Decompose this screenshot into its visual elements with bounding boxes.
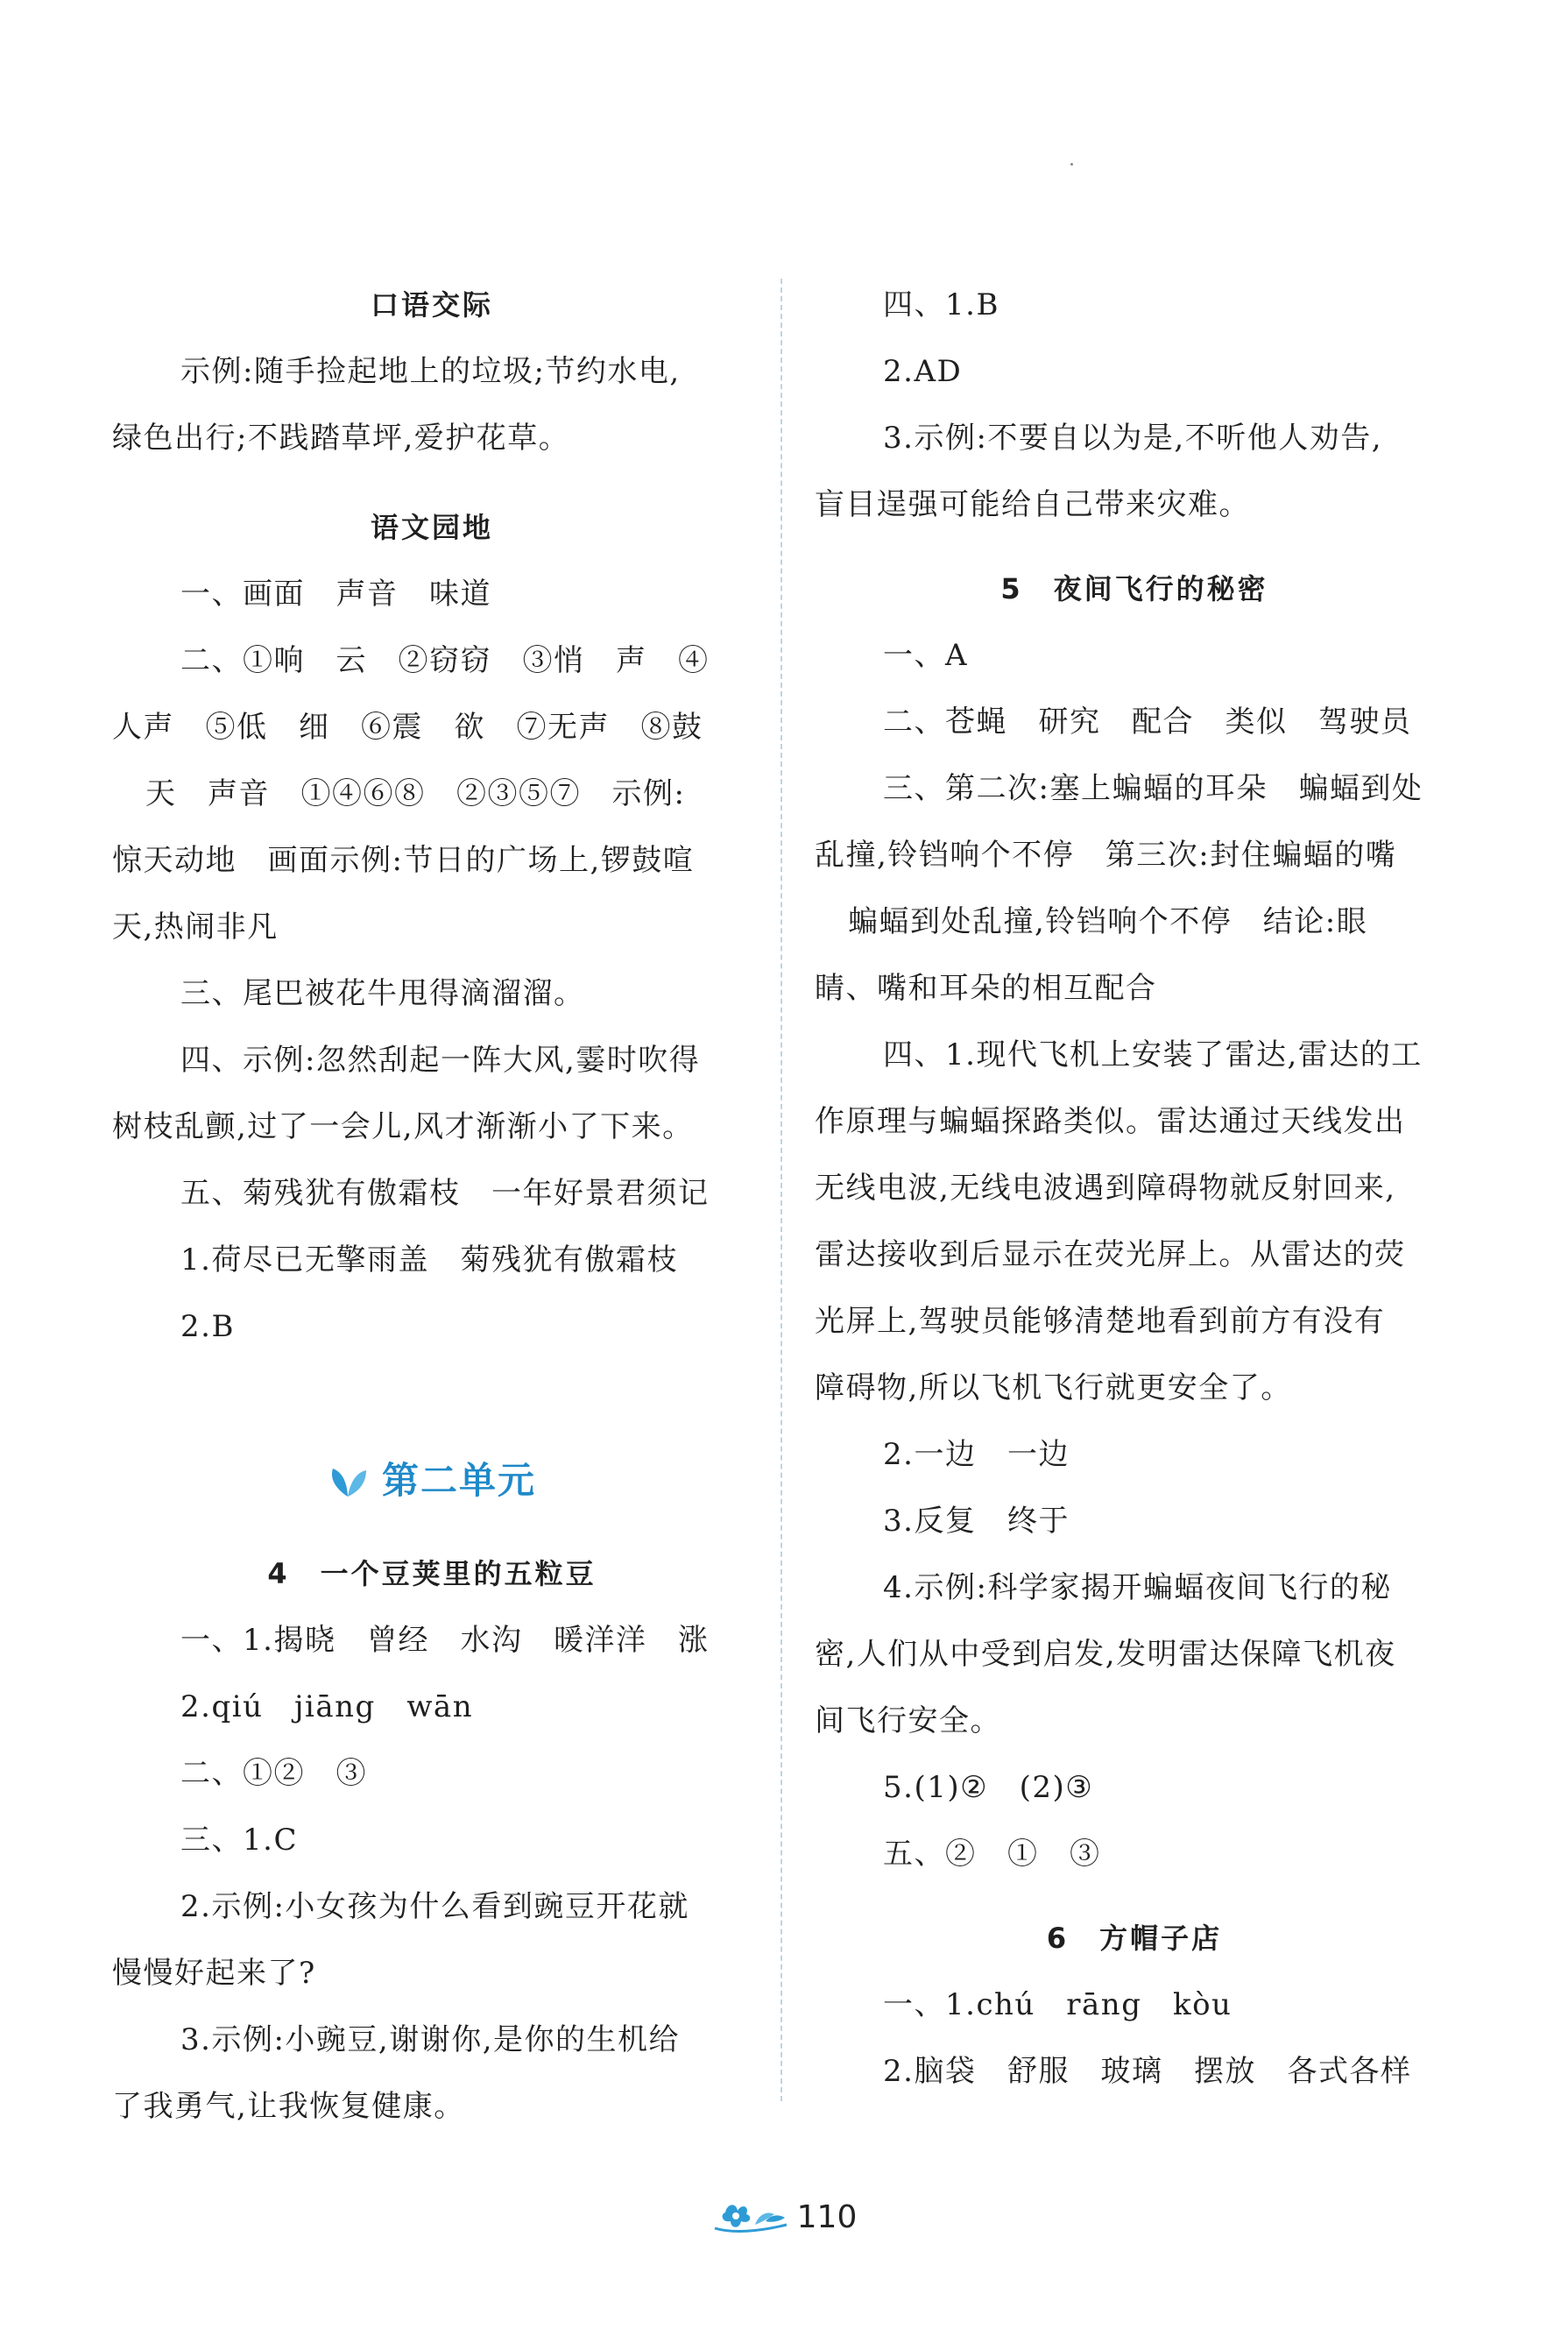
- text-line: 天 声音 ①④⑥⑧ ②③⑤⑦ 示例:: [145, 776, 686, 811]
- text-line: 二、①② ③: [180, 1756, 367, 1791]
- text-line: 了我勇气,让我恢复健康。: [112, 2089, 465, 2124]
- unit-title: 第二单元: [381, 1459, 536, 1502]
- text-line: 三、尾巴被花牛甩得滴溜溜。: [180, 976, 585, 1011]
- text-line: 惊天动地 画面示例:节日的广场上,锣鼓喧: [112, 843, 695, 878]
- text-line: 3.示例:小豌豆,谢谢你,是你的生机给: [180, 2022, 681, 2057]
- page-number: 110: [796, 2198, 858, 2235]
- text-line: 人声 ⑤低 细 ⑥震 欲 ⑦无声 ⑧鼓: [112, 710, 703, 745]
- lesson-title-5: 5 夜间飞行的秘密: [1000, 572, 1268, 605]
- text-line: 五、② ① ③: [883, 1837, 1101, 1872]
- floral-ornament-icon: [711, 2195, 790, 2239]
- section-title-oral: 口语交际: [370, 288, 493, 322]
- text-line: 2.示例:小女孩为什么看到豌豆开花就: [180, 1889, 689, 1924]
- section-title-garden: 语文园地: [370, 511, 493, 544]
- text-line: 密,人们从中受到启发,发明雷达保障飞机夜: [815, 1637, 1396, 1672]
- text-line: 四、示例:忽然刮起一阵大风,霎时吹得: [180, 1043, 701, 1078]
- text-line: 乱撞,铃铛响个不停 第三次:封住蝙蝠的嘴: [815, 838, 1397, 873]
- text-line: 2.一边 一边: [883, 1437, 1070, 1472]
- text-line: 蝙蝠到处乱撞,铃铛响个不停 结论:眼: [848, 904, 1368, 939]
- text-line: 绿色出行;不践踏草坪,爱护花草。: [112, 421, 570, 456]
- page-footer: [0, 2191, 1568, 2243]
- text-line: 树枝乱颤,过了一会儿,风才渐渐小了下来。: [112, 1109, 694, 1144]
- text-line: 光屏上,驾驶员能够清楚地看到前方有没有: [815, 1304, 1386, 1339]
- text-line: 3.反复 终于: [883, 1504, 1070, 1539]
- text-line: 5.(1)② (2)③: [883, 1770, 1094, 1805]
- text-line: 四、1.B: [883, 287, 999, 322]
- text-line: 间飞行安全。: [815, 1703, 1001, 1738]
- text-line: 一、1.揭晓 曾经 水沟 暖洋洋 涨: [180, 1623, 710, 1658]
- text-line: 一、A: [883, 638, 969, 673]
- text-line: 盲目逞强可能给自己带来灾难。: [815, 487, 1250, 522]
- text-line: 二、①响 云 ②窃窃 ③悄 声 ④: [180, 643, 710, 678]
- text-line: 2.脑袋 舒服 玻璃 摆放 各式各样: [883, 2054, 1412, 2089]
- scan-speck: [1070, 163, 1073, 166]
- text-line: 一、画面 声音 味道: [180, 577, 491, 612]
- column-divider: [780, 279, 782, 2101]
- text-line: 慢慢好起来了?: [112, 1956, 316, 1991]
- text-line: 四、1.现代飞机上安装了雷达,雷达的工: [883, 1037, 1423, 1072]
- text-line: 雷达接收到后显示在荧光屏上。从雷达的荧: [815, 1237, 1406, 1272]
- left-column: [112, 272, 752, 2140]
- text-line: 无线电波,无线电波遇到障碍物就反射回来,: [815, 1171, 1396, 1206]
- text-line: 一、1.chú rāng kòu: [883, 1987, 1233, 2022]
- lesson-title-4: 4 一个豆荚里的五粒豆: [267, 1557, 597, 1590]
- text-line: 2.AD: [883, 354, 963, 389]
- text-line: 3.示例:不要自以为是,不听他人劝告,: [883, 421, 1383, 456]
- right-column: [815, 272, 1454, 2105]
- text-line: 2.B: [180, 1309, 235, 1344]
- text-line: 天,热闹非凡: [112, 910, 279, 945]
- text-line: 二、苍蝇 研究 配合 类似 驾驶员: [883, 704, 1412, 740]
- text-line: 三、1.C: [180, 1823, 298, 1858]
- lesson-title-6: 6 方帽子店: [1046, 1922, 1223, 1955]
- text-line: 五、菊残犹有傲霜枝 一年好景君须记: [180, 1176, 710, 1211]
- text-line: 2.qiú jiāng wān: [180, 1689, 474, 1724]
- text-line: 障碍物,所以飞机飞行就更安全了。: [815, 1370, 1292, 1405]
- text-line: 三、第二次:塞上蝙蝠的耳朵 蝙蝠到处: [883, 771, 1423, 806]
- text-line: 4.示例:科学家揭开蝙蝠夜间飞行的秘: [883, 1570, 1392, 1605]
- text-line: 示例:随手捡起地上的垃圾;节约水电,: [180, 354, 681, 389]
- text-line: 1.荷尽已无擎雨盖 菊残犹有傲霜枝: [180, 1242, 678, 1278]
- unit-heading: [112, 1439, 752, 1523]
- text-line: 作原理与蝙蝠探路类似。雷达通过天线发出: [815, 1104, 1406, 1139]
- text-line: 睛、嘴和耳朵的相互配合: [815, 971, 1157, 1006]
- leaf-icon: [328, 1463, 368, 1498]
